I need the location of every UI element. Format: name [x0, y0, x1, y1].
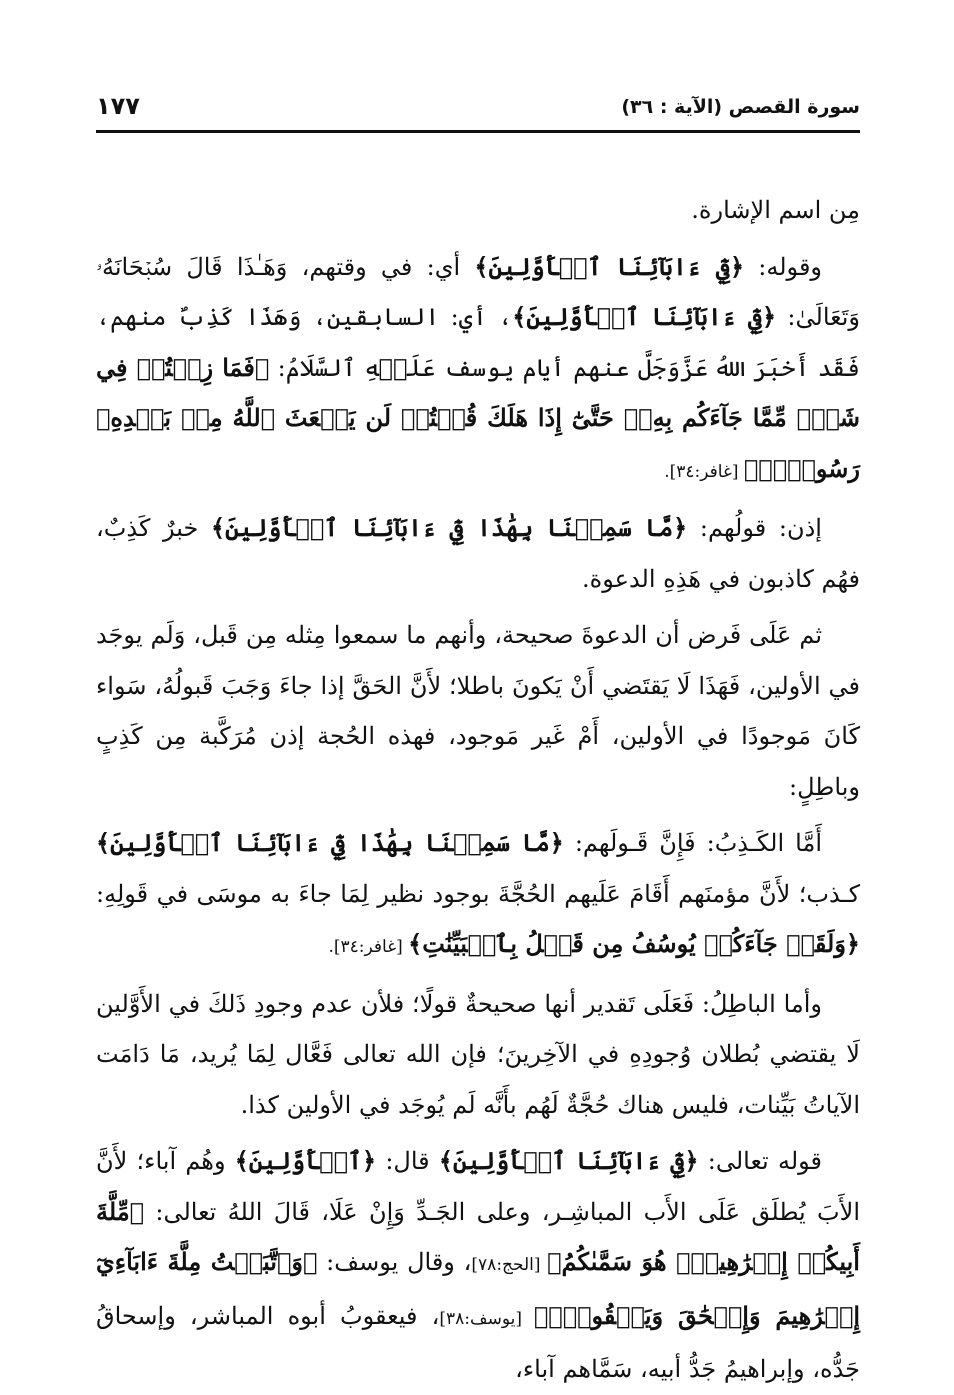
paragraph-text: وأما الباطِلُ: فَعَلَى تَقدير أنها صحيحةٌ قولًا؛ فلأن عدم وجودِ ذَلكَ في الأَوَّلين لَا يقتضي بُطلان وُجودِهِ في الآخِرينَ؛ فإن الله تعالى فَعَّال لِمَا يُريد، مَا دَامَت الآياتُ بَيِّنات، فليس هناك حُجَّةٌ لَهُم بأَنَّه لَم يُوجَد في الأولين كذا. — [96, 989, 860, 1119]
verse-reference: [يوسف:٣٨] — [439, 1308, 534, 1329]
page-number: ١٧٧ — [96, 92, 140, 120]
paragraph-text: ثم عَلَى فَرض أن الدعوةَ صحيحة، وأنهم ما سمعوا مِثله مِن قَبل، وَلَم يوجَد في الأولين، فَهَذَا لَا يَقتَضي أَنْ يَكونَ باطلا؛ لأَنَّ الحَقَّ إذا جاءَ وَجَبَ قَبولُهُ، سَواء كَانَ مَوجودًا في الأولين، أَمْ غَير مَوجود، فهذه الحُجة إذن مُرَكَّبة مِن كَذِبٍ وباطِلٍ: — [96, 621, 860, 801]
page-header — [96, 90, 860, 133]
paragraph-text: قوله تعالى: — [698, 1147, 823, 1175]
paragraph-text: ، فيعقوبُ أبوه المباشر، وإسحاقُ جَدُّه، وإبراهيمُ جَدُّ أبيه، سَمَّاهم آباء، — [96, 1301, 860, 1383]
paragraph — [96, 1136, 860, 1395]
quran-quote: ﴿فَمَا زِلۡتُمۡ فِي شَكّٖ مِّمَّا جَآءَكُم بِهِۦۖ حَتَّىٰٓ إِذَا هَلَكَ قُلۡتُمۡ لَن يَبۡعَثَ ٱللَّهُ مِنۢ بَعۡدِهِۦ رَسُولٗاۚ﴾ — [96, 352, 860, 483]
paragraph-text: ، أي: السابقين، وَهَذَا كَذِبٌ منهم، فَقَد أَخبَرَ اللهُ عَزَّوَجَلَّ عنهم أيام يوسف عَلَيۡهِ ٱلسَّلَامُ: — [96, 303, 860, 382]
paragraph-text: وقوله: — [744, 252, 823, 281]
quran-quote: ﴿مَّا سَمِعۡنَا بِهَٰذَا فِيٓ ءَابَآئِنَا ٱلۡأَوَّلِينَ﴾ — [211, 513, 688, 542]
quran-quote: ﴿مِّلَّةَ أَبِيكُمۡ إِبۡرَٰهِيمَۚ هُوَ سَمَّىٰكُمُ﴾ — [96, 1196, 860, 1276]
paragraph — [96, 185, 860, 236]
quran-quote: ﴿فِيٓ ءَابَآئِنَا ٱلۡأَوَّلِينَ﴾ — [474, 251, 745, 281]
paragraph — [96, 242, 860, 498]
verse-reference: [الحج:٧٨] — [471, 1255, 548, 1275]
body-text — [96, 185, 860, 1395]
paragraph-text: وهُم آباء؛ لأَنَّ الأَبَ يُطلَق عَلَى الأَب المباشِـر، وعلى الجَـدِّ وَإِنْ عَلَا، قَالَ اللهُ تعالى: — [96, 1147, 860, 1226]
quran-quote: ﴿مَّا سَمِعۡنَا بِهَٰذَا فِيٓ ءَابَآئِنَا ٱلۡأَوَّلِينَ﴾ — [96, 828, 564, 857]
paragraph-text: مِن اسم الإشارة. — [691, 196, 860, 224]
paragraph — [96, 818, 860, 973]
paragraph — [96, 979, 860, 1131]
quran-quote: ﴿فِيٓ ءَابَآئِنَا ٱلۡأَوَّلِينَ﴾ — [438, 1146, 699, 1175]
paragraph-text: كـذب؛ لأَنَّ مؤمنَهم أَقَامَ عَلَيهم الحُجَّةَ بوجود نظير لِمَا جاءَ به موسَى في قَولِهِ: — [96, 879, 860, 908]
paragraph-text: أَمَّا الكَـذِبُ: فَإِنَّ قَـولَهم: — [563, 829, 822, 857]
paragraph-text: إذن: قولُهم: — [687, 514, 822, 542]
quran-quote: ﴿وَلَقَدۡ جَآءَكُمۡ يُوسُفُ مِن قَبۡلُ بِٱلۡبَيِّنَٰتِ﴾ — [408, 929, 860, 958]
paragraph-text: أي: في وقتهم، وَهَـٰذَا قَالَ سُبۡحَانَهُۥ وَتَعَالَىٰ: — [96, 252, 860, 331]
running-title: سورة القصص (الآية : ٣٦) — [621, 96, 860, 118]
quran-quote: ﴿فِيٓ ءَابَآئِنَا ٱلۡأَوَّلِينَ﴾ — [512, 302, 777, 331]
quran-quote: ﴿وَٱتَّبَعۡتُ مِلَّةَ ءَابَآءِيٓ إِبۡرَٰهِيمَ وَإِسۡحَٰقَ وَيَعۡقُوبَۚ﴾ — [96, 1247, 861, 1330]
paragraph — [96, 610, 860, 812]
book-page — [96, 90, 861, 1383]
paragraph-text: قال: — [376, 1147, 439, 1175]
paragraph — [96, 503, 860, 604]
verse-reference: [غافر:٣٤]. — [328, 937, 409, 957]
paragraph-text: ، وقال يوسف: — [317, 1248, 472, 1276]
verse-reference: [غافر:٣٤]. — [664, 461, 744, 482]
quran-quote: ﴿ٱلۡأَوَّلِينَ﴾ — [234, 1146, 377, 1175]
paragraph-text: خبرٌ كَذِبٌ، فهُم كاذبون في هَذِهِ الدعوة. — [96, 514, 860, 593]
